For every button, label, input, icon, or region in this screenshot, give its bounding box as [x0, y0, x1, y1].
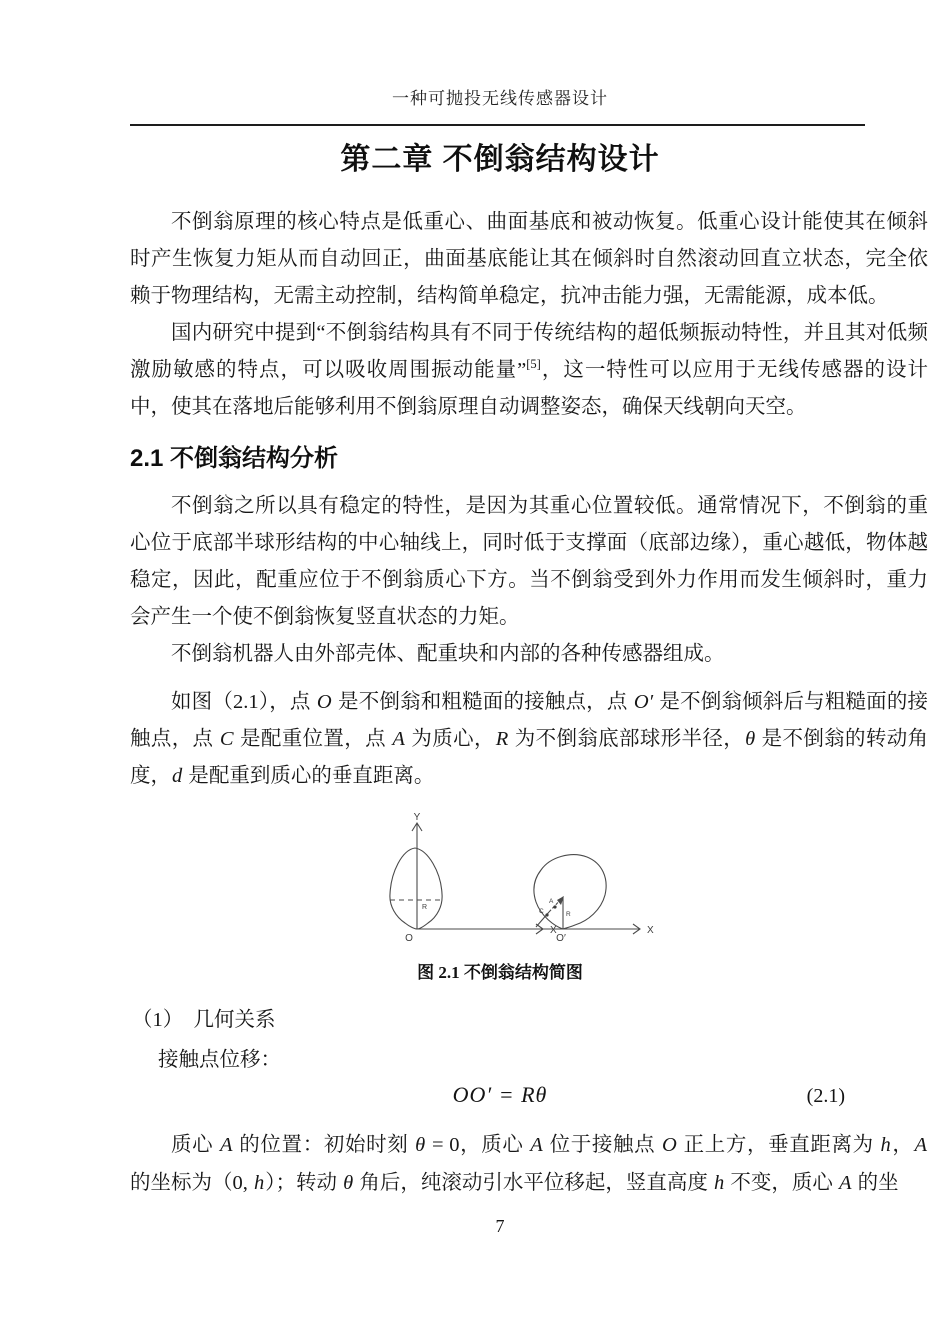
- page-number: 7: [495, 1216, 505, 1236]
- contact-displacement-label: 接触点位移：: [158, 1049, 281, 1071]
- paragraph-composition: 不倒翁机器人由外部壳体、配重块和内部的各种传感器组成。: [171, 643, 725, 665]
- point-a-label: A: [549, 898, 554, 905]
- point-c-label: C: [539, 908, 544, 915]
- section-heading-2-1: 2.1 不倒翁结构分析: [130, 445, 339, 472]
- paragraph-citation: [130, 315, 928, 426]
- header-rule: [130, 124, 865, 126]
- x-axis-label: X: [550, 925, 557, 936]
- equation-2-1: OO′ = Rθ: [452, 1082, 548, 1107]
- equation-number: (2.1): [806, 1085, 845, 1107]
- equation-row: [130, 1082, 870, 1108]
- point-c-dot: [545, 913, 548, 916]
- point-a-dot: [553, 905, 556, 908]
- radius-2-label: R: [566, 911, 571, 918]
- figure-2-1-diagram: [338, 810, 688, 955]
- radius-label: R: [422, 904, 428, 911]
- x-axis-2-label: X: [647, 925, 654, 936]
- paragraph-figure-intro: 如图（2.1），点 O 是不倒翁和粗糙面的接触点，点 O′ 是不倒翁倾斜后与粗糙面的接触点，点 C 是配重位置，点 A 为质心，R 为不倒翁底部球形半径，θ 是不倒翁的转动角度，d 是配重到质心的垂直距离。: [130, 691, 929, 787]
- origin-2-label: O′: [556, 933, 566, 944]
- list-item-geometry: （1） 几何关系: [132, 1009, 276, 1031]
- paragraph-citation-text-cont: ，这一特性可以应用于无线传感器的设计中，使其在落地后能够利用不倒翁原理自动调整姿态，确保天线朝向天空。: [130, 359, 928, 418]
- chapter-title: 第二章 不倒翁结构设计: [340, 143, 660, 176]
- paragraph-centroid-position: 质心 A 的位置：初始时刻 θ = 0，质心 A 位于接触点 O 正上方，垂直距离为 h，A 的坐标为（0, h）；转动 θ 角后，纯滚动引水平位移起，竖直高度 h 不变，质心 A 的坐: [130, 1134, 928, 1194]
- running-header: 一种可抛投无线传感器设计: [392, 89, 608, 108]
- origin-label: O: [405, 933, 413, 944]
- paragraph-intro: 不倒翁原理的核心特点是低重心、曲面基底和被动恢复。低重心设计能使其在倾斜时产生恢复力矩从而自动回正，曲面基底能让其在倾斜时自然滚动回直立状态，完全依赖于物理结构，无需主动控制，结构简单稳定，抗冲击能力强，无需能源，成本低。: [130, 211, 928, 307]
- paragraph-stability: 不倒翁之所以具有稳定的特性，是因为其重心位置较低。通常情况下，不倒翁的重心位于底部半球形结构的中心轴线上，同时低于支撑面（底部边缘），重心越低，物体越稳定，因此，配重应位于不倒翁质心下方。当不倒翁受到外力作用而发生倾斜时，重力会产生一个使不倒翁恢复竖直状态的力矩。: [130, 495, 928, 628]
- right-diagram: [534, 855, 640, 934]
- paragraph-citation-text: 国内研究中提到“不倒翁结构具有不同于传统结构的超低频振动特性，并且其对低频激励敏感的特点，可以吸收周围振动能量”: [130, 322, 928, 381]
- figure-caption: 图 2.1 不倒翁结构简图: [417, 963, 583, 982]
- y-axis-label: Y: [413, 812, 421, 823]
- left-diagram: [390, 823, 543, 934]
- citation-ref-5: [5]: [526, 357, 541, 372]
- tumbler-upright-outline: [390, 848, 442, 929]
